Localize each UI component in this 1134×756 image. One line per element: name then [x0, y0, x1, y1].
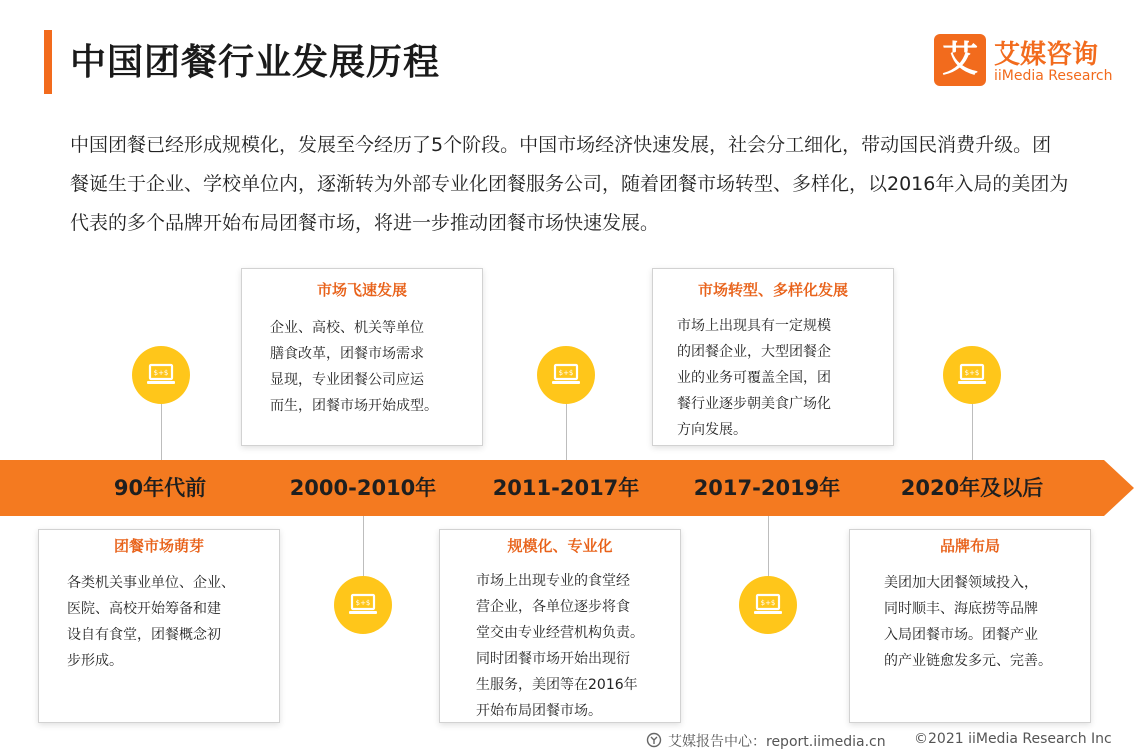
year-label-4: 2017-2019年	[693, 476, 841, 500]
year-label-3: 2011-2017年	[492, 476, 640, 500]
svg-text:$+$: $+$	[760, 599, 776, 607]
stage-card-3	[439, 529, 681, 723]
stage-title: 团餐市场萌芽	[113, 537, 204, 555]
logo-mark: 艾	[934, 34, 986, 86]
svg-text:$+$: $+$	[355, 599, 371, 607]
intro-paragraph: 中国团餐已经形成规模化，发展至今经历了5个阶段。中国市场经济快速发展，社会分工细化，带动国民消费升级。团餐诞生于企业、学校单位内，逐渐转为外部专业化团餐服务公司，随着团餐市场转型、多样化，以2016年入局的美团为代表的多个品牌开始布局团餐市场，将进一步推动团餐市场快速发展。	[70, 134, 1069, 234]
connector-2	[363, 516, 364, 576]
laptop-icon	[334, 576, 392, 634]
year-label-1: 90年代前	[113, 476, 207, 500]
stage-title: 市场转型、多样化发展	[697, 281, 848, 299]
stage-title: 市场飞速发展	[316, 281, 407, 299]
laptop-icon	[739, 576, 797, 634]
logo-name-cn: 艾媒咨询	[994, 40, 1099, 70]
laptop-icon	[943, 346, 1001, 404]
stage-description: 企业、高校、机关等单位 膳食改革，团餐市场需求 显现，专业团餐公司应运 而生，团餐市场开始成型。	[270, 320, 438, 414]
title-accent-bar	[44, 30, 52, 94]
connector-1	[161, 400, 162, 460]
connector-5	[972, 400, 973, 460]
page-title: 中国团餐行业发展历程	[70, 42, 441, 83]
stage-card-5	[849, 529, 1091, 723]
brand-logo	[934, 34, 1114, 90]
stage-description: 各类机关事业单位、企业、 医院、高校开始筹备和建 设自有食堂，团餐概念初 步形成。	[67, 575, 235, 669]
logo-name-en: iiMedia Research	[994, 68, 1113, 84]
stage-description: 市场上出现专业的食堂经 营企业，各单位逐步将食 堂交由专业经营机构负责。 同时团餐市场开始出现衍 生服务，美团等在2016年 开始布局团餐市场。	[476, 573, 644, 719]
stage-title: 规模化、专业化	[507, 537, 613, 555]
connector-4	[768, 516, 769, 576]
stage-title: 品牌布局	[939, 537, 1000, 555]
globe-icon	[646, 732, 662, 748]
stage-description: 美团加大团餐领域投入， 同时顺丰、海底捞等品牌 入局团餐市场。团餐产业 的产业链愈发多元、完善。	[884, 575, 1052, 669]
year-label-5: 2020年及以后	[900, 476, 1044, 500]
footer-copyright: ©2021 iiMedia Research Inc	[914, 731, 1112, 747]
svg-text:$+$: $+$	[558, 369, 574, 377]
svg-text:$+$: $+$	[153, 369, 169, 377]
laptop-icon	[132, 346, 190, 404]
connector-3	[566, 400, 567, 460]
stage-card-1	[38, 529, 280, 723]
stage-description: 市场上出现具有一定规模 的团餐企业，大型团餐企 业的业务可覆盖全国，团 餐行业逐步朝美食广场化 方向发展。	[677, 318, 831, 438]
laptop-icon	[537, 346, 595, 404]
stage-card-4	[652, 268, 894, 446]
svg-text:$+$: $+$	[964, 369, 980, 377]
year-label-2: 2000-2010年	[289, 476, 437, 500]
stage-card-2	[241, 268, 483, 446]
footer-source[interactable]: 艾媒报告中心：report.iimedia.cn	[668, 734, 886, 750]
